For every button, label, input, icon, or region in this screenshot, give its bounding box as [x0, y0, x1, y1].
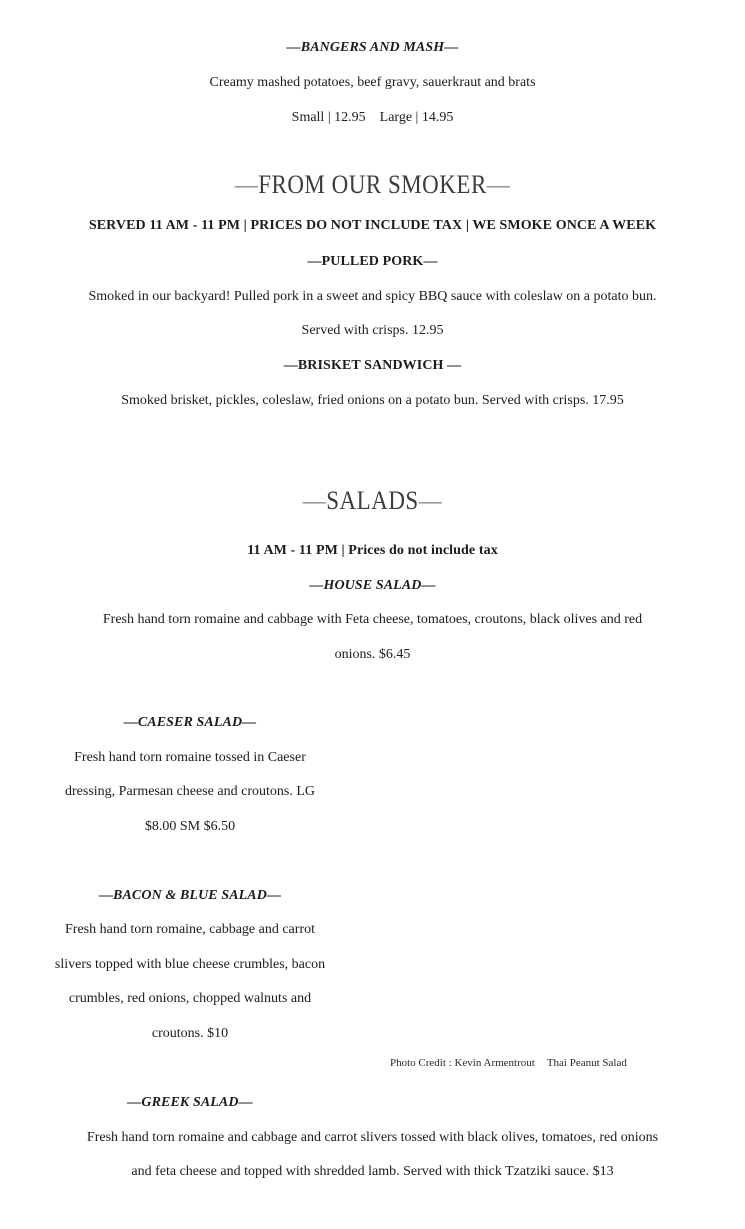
bangers-price-small: Small | 12.95 — [291, 110, 366, 125]
house-salad-title: —HOUSE SALAD— — [309, 578, 436, 593]
bacon-blue-salad-description-line3: crumbles, red onions, chopped walnuts and — [68, 991, 312, 1006]
bacon-blue-salad-description-line2: slivers topped with blue cheese crumbles, bacon — [54, 957, 326, 972]
greek-salad-description-line2: and feta cheese and topped with shredded lamb. Served with thick Tzatziki sauce. $13 — [131, 1164, 614, 1179]
house-salad-description-line2: onions. $6.45 — [334, 647, 411, 662]
salads-section-title-text: SALADS — [326, 486, 419, 515]
pulled-pork-title: —PULLED PORK— — [307, 254, 438, 269]
bangers-price-large: Large | 14.95 — [379, 110, 454, 125]
caeser-salad-description-line1: Fresh hand torn romaine tossed in Caeser — [74, 750, 306, 765]
brisket-sandwich-description: Smoked brisket, pickles, coleslaw, fried onions on a potato bun. Served with crisps. 17.95 — [121, 393, 624, 408]
caeser-salad-title: —CAESER SALAD— — [123, 715, 257, 730]
smoker-notice: SERVED 11 AM - 11 PM | PRICES DO NOT INCLUDE TAX | WE SMOKE ONCE A WEEK — [88, 218, 657, 233]
bangers-and-mash-title: —BANGERS AND MASH— — [286, 40, 459, 55]
photo-credit — [390, 1055, 627, 1071]
greek-salad-description-line1: Fresh hand torn romaine and cabbage and carrot slivers tossed with black olives, tomatoes, red onions — [86, 1130, 659, 1145]
bangers-and-mash-prices — [0, 108, 745, 128]
salads-notice: 11 AM - 11 PM | Prices do not include tax — [247, 543, 498, 558]
caeser-salad-description-line3: $8.00 SM $6.50 — [144, 819, 236, 834]
pulled-pork-description-line1: Smoked in our backyard! Pulled pork in a sweet and spicy BBQ sauce with coleslaw on a potato bun. — [88, 289, 657, 304]
section-dash-right: — — [486, 170, 511, 199]
section-dash-left: — — [302, 486, 327, 515]
bangers-and-mash-description: Creamy mashed potatoes, beef gravy, sauerkraut and brats — [209, 75, 536, 90]
photo-credit-author: Photo Credit : Kevin Armentrout — [390, 1057, 535, 1069]
greek-salad-title: —GREEK SALAD— — [127, 1095, 253, 1110]
section-dash-right: — — [418, 486, 443, 515]
photo-credit-caption: Thai Peanut Salad — [546, 1057, 627, 1069]
bacon-blue-salad-description-line4: croutons. $10 — [151, 1026, 229, 1041]
house-salad-description-line1: Fresh hand torn romaine and cabbage with Feta cheese, tomatoes, croutons, black olives and red — [102, 612, 643, 627]
bacon-blue-salad-description-line1: Fresh hand torn romaine, cabbage and carrot — [65, 922, 315, 937]
smoker-section-title — [0, 168, 745, 203]
smoker-section-title-text: FROM OUR SMOKER — [258, 170, 487, 199]
bacon-blue-salad-title: —BACON & BLUE SALAD— — [98, 888, 282, 903]
section-dash-left: — — [234, 170, 259, 199]
pulled-pork-description-line2: Served with crisps. 12.95 — [301, 323, 444, 338]
caeser-salad-description-line2: dressing, Parmesan cheese and croutons. LG — [65, 784, 315, 799]
brisket-sandwich-title: —BRISKET SANDWICH — — [283, 358, 462, 373]
salads-section-title — [0, 484, 745, 519]
